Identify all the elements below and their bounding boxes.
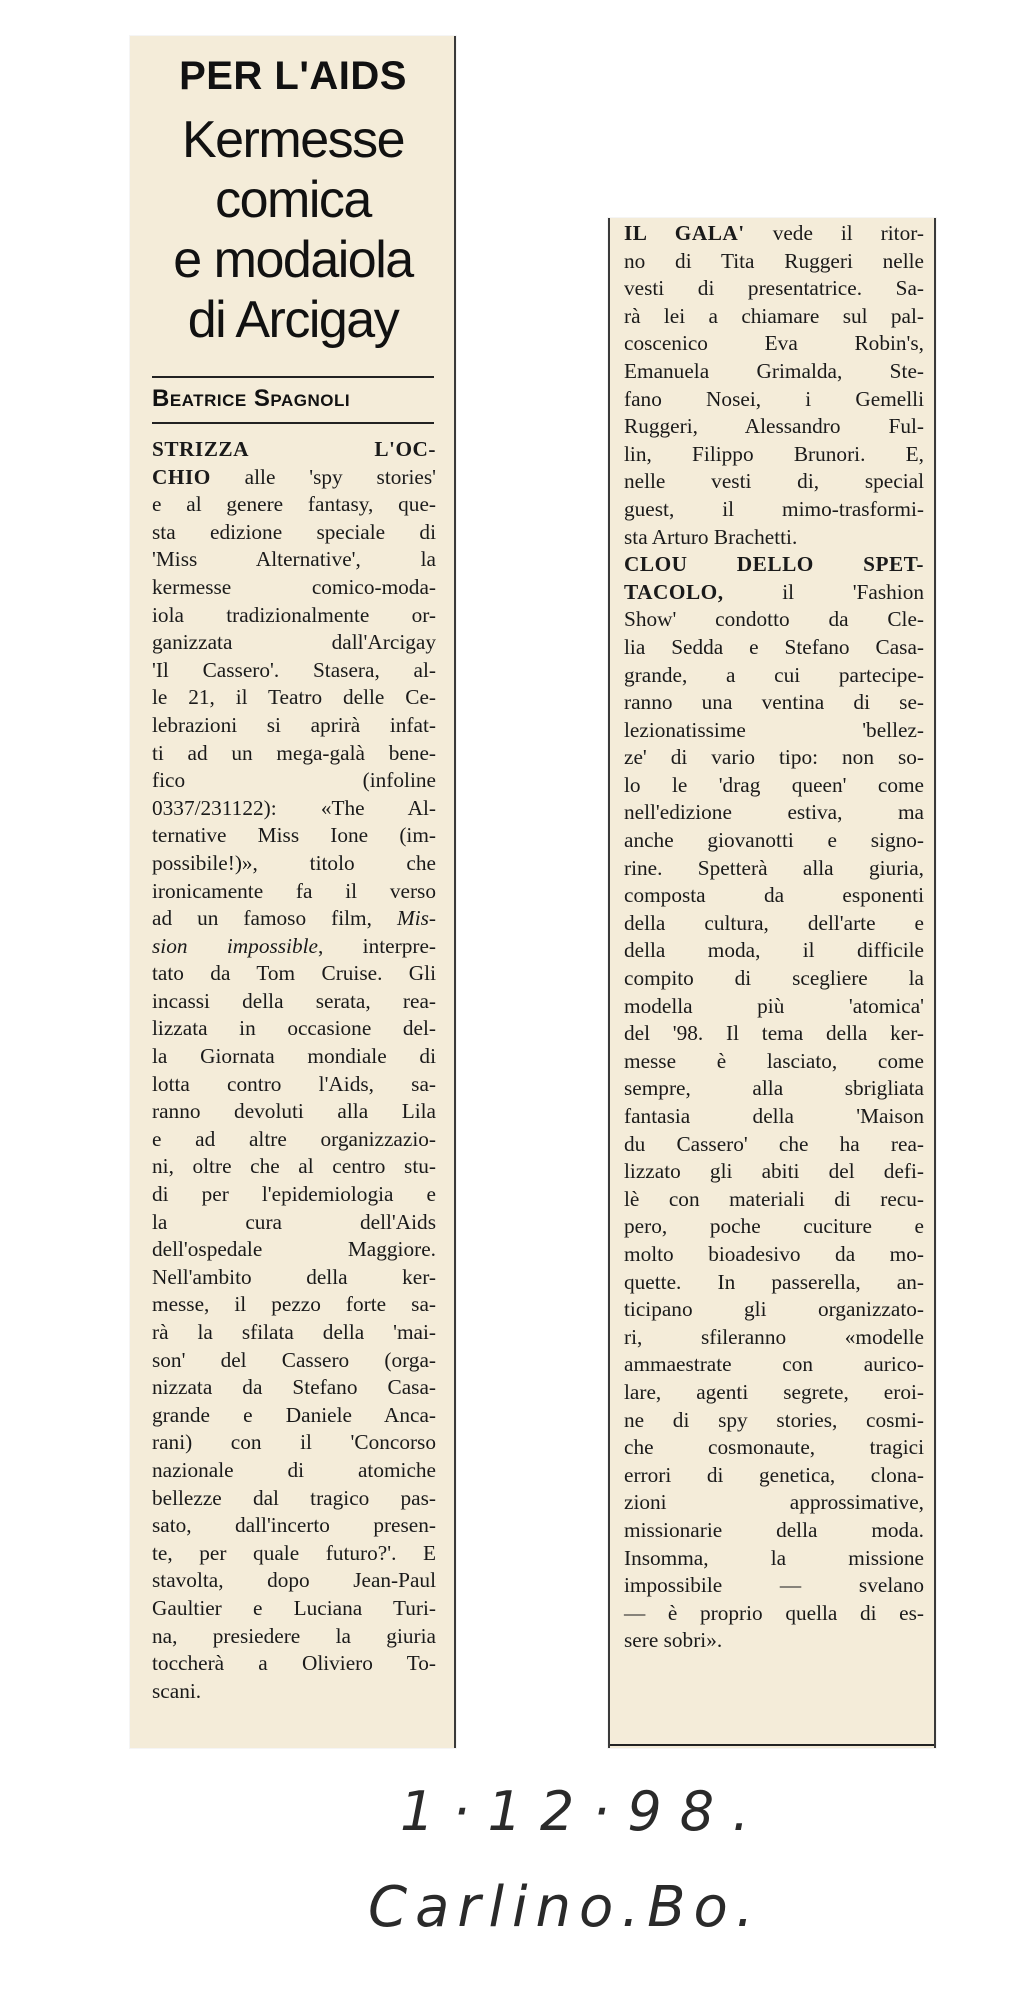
text-line: ranno una ventina di se- [624,690,924,715]
text-line: iola tradizionalmente or- [152,602,436,627]
article-body-left [152,436,436,1705]
headline-line: Kermesse [181,111,405,169]
text-line: rà la sfilata della 'mai- [152,1320,436,1344]
byline-rule-top [152,376,434,378]
text-line: ri, sfileranno «modelle [624,1324,924,1349]
text-line: grande e Daniele Anca- [152,1402,436,1427]
text-line: CHIO alle 'spy stories' [152,464,436,489]
text-line: ganizzata dall'Arcigay [152,630,436,655]
text-line: fico (infoline [152,768,436,793]
text-line: compito di scegliere la [624,966,924,991]
text-line: sere sobri». [624,1628,723,1653]
text-line: kermesse comico-moda- [152,574,436,599]
text-line: son' del Cassero (orga- [152,1347,436,1372]
text-line: nizzata da Stefano Casa- [152,1375,436,1400]
text-line: e al genere fantasy, que- [152,492,436,517]
text-line: ticipano gli organizzato- [624,1297,924,1322]
text-line: te, per quale futuro?'. E [152,1540,436,1565]
article-clipping-left [130,36,456,1748]
handwritten-source: Carlino.Bo. [368,1875,762,1940]
text-line: guest, il mimo-trasformi- [624,496,924,521]
text-line: la Giornata mondiale di [152,1044,436,1069]
lead-line: STRIZZA L'OC- [152,437,436,461]
headline-line: e modaiola [173,231,413,289]
text-line: rani) con il 'Concorso [152,1430,436,1455]
text-line: Ruggeri, Alessandro Ful- [624,414,924,439]
text-line: dell'ospedale Maggiore. [152,1237,436,1262]
text-line: la cura dell'Aids [152,1209,436,1234]
text-line: ad un famoso film, Mis- [152,906,436,931]
text-line: sta edizione speciale di [152,519,436,544]
column-rule-left [608,218,610,1748]
text-line: sato, dall'incerto presen- [152,1513,436,1538]
text-line: missionarie della moda. [624,1517,924,1542]
text-line: ammaestrate con aurico- [624,1352,924,1377]
text-line: lotta contro l'Aids, sa- [152,1071,436,1096]
text-line: nell'edizione estiva, ma [624,800,924,825]
text-line: di per l'epidemiologia e [152,1182,436,1207]
byline-rule-bottom [152,422,434,424]
text-line: nelle vesti di, special [624,469,924,494]
text-line: messe, il pezzo forte sa- [152,1292,436,1317]
text-line: tato da Tom Cruise. Gli [152,961,436,986]
text-line: che cosmonaute, tragici [624,1435,924,1460]
text-line: della moda, il difficile [624,938,924,963]
text-line: stavolta, dopo Jean-Paul [152,1568,436,1593]
text-line: scani. [152,1678,202,1703]
text-line: impossibile — svelano [624,1573,924,1598]
text-line: messe è lasciato, come [624,1048,924,1073]
text-line: Insomma, la missione [624,1545,924,1570]
text-line: lare, agenti segrete, eroi- [624,1379,924,1404]
text-line: sion impossible, interpre- [152,933,436,958]
text-line: Show' condotto da Cle- [624,607,924,632]
text-line: rine. Spetterà alla giuria, [624,855,924,880]
text-line: lizzato gli abiti del defi- [624,1159,924,1184]
text-line: ranno devoluti alla Lila [152,1099,436,1124]
article-body-right [624,220,924,1655]
text-line: du Cassero' che ha rea- [624,1131,924,1156]
text-line: toccherà a Oliviero To- [152,1651,436,1676]
text-line: fantasia della 'Maison [624,1104,924,1128]
text-line: lizzata in occasione del- [152,1016,436,1041]
text-line: e ad altre organizzazio- [152,1126,436,1151]
text-line: incassi della serata, rea- [152,988,436,1013]
text-line: rà lei a chiamare sul pal- [624,303,924,328]
column-rule-right [934,218,936,1748]
text-line: na, presiedere la giuria [152,1623,436,1648]
article-kicker: PER L'AIDS [179,54,407,98]
text-line: del '98. Il tema della ker- [624,1021,924,1046]
text-line: CLOU DELLO SPET- [624,552,924,577]
text-line: sempre, alla sbrigliata [624,1076,924,1101]
text-line: lo le 'drag queen' come [624,772,924,797]
text-line: ironicamente fa il verso [152,878,436,903]
text-line: le 21, il Teatro delle Ce- [152,685,436,710]
text-line: zioni approssimative, [624,1490,924,1515]
text-line: vesti di presentatrice. Sa- [624,276,924,301]
text-line: lin, Filippo Brunori. E, [624,441,924,466]
text-line: molto bioadesivo da mo- [624,1241,924,1266]
text-line: ne di spy stories, cosmi- [624,1407,924,1432]
text-line: lebrazioni si aprirà infat- [152,712,436,737]
text-line: coscenico Eva Robin's, [624,331,924,356]
text-line: pero, poche cuciture e [624,1214,924,1239]
text-line: ternative Miss Ione (im- [152,823,436,848]
text-line: nazionale di atomiche [152,1457,436,1482]
text-line: errori di genetica, clona- [624,1462,924,1487]
text-line: IL GALA' vede il ritor- [624,221,924,245]
text-line: lezionatissime 'bellez- [624,717,924,742]
headline-line: comica [215,171,371,229]
bottom-rule [610,1744,934,1746]
text-line: Nell'ambito della ker- [152,1264,436,1289]
text-line: grande, a cui partecipe- [624,662,924,687]
text-line: no di Tita Ruggeri nelle [624,248,924,273]
text-line: Gaultier e Luciana Turi- [152,1595,436,1620]
text-line: anche giovanotti e signo- [624,828,924,853]
text-line: lè con materiali di recu- [624,1186,924,1211]
text-line: ni, oltre che al centro stu- [152,1154,436,1179]
text-line: fano Nosei, i Gemelli [624,386,924,411]
text-line: Emanuela Grimalda, Ste- [624,358,924,383]
text-line: 0337/231122): «The Al- [152,795,436,820]
handwritten-date: 1·12·98. [400,1780,768,1843]
article-clipping-right [608,218,936,1748]
text-line: possibile!)», titolo che [152,850,436,875]
column-rule [454,36,456,1748]
text-line: — è proprio quella di es- [624,1600,924,1625]
text-line: della cultura, dell'arte e [624,910,924,935]
text-line: ti ad un mega-galà bene- [152,740,436,765]
text-line: 'Miss Alternative', la [152,547,436,572]
text-line: modella più 'atomica' [624,993,924,1018]
article-byline: Beatrice Spagnoli [152,385,351,412]
text-line: 'Il Cassero'. Stasera, al- [152,657,436,682]
text-line: ze' di vario tipo: non so- [624,745,924,770]
headline-line: di Arcigay [187,291,399,349]
text-line: sta Arturo Brachetti. [624,524,798,549]
article-headline [130,110,456,350]
text-line: composta da esponenti [624,883,924,908]
text-line: bellezze dal tragico pas- [152,1485,436,1510]
text-line: TACOLO, il 'Fashion [624,579,924,604]
text-line: lia Sedda e Stefano Casa- [624,634,924,659]
text-line: quette. In passerella, an- [624,1269,924,1294]
